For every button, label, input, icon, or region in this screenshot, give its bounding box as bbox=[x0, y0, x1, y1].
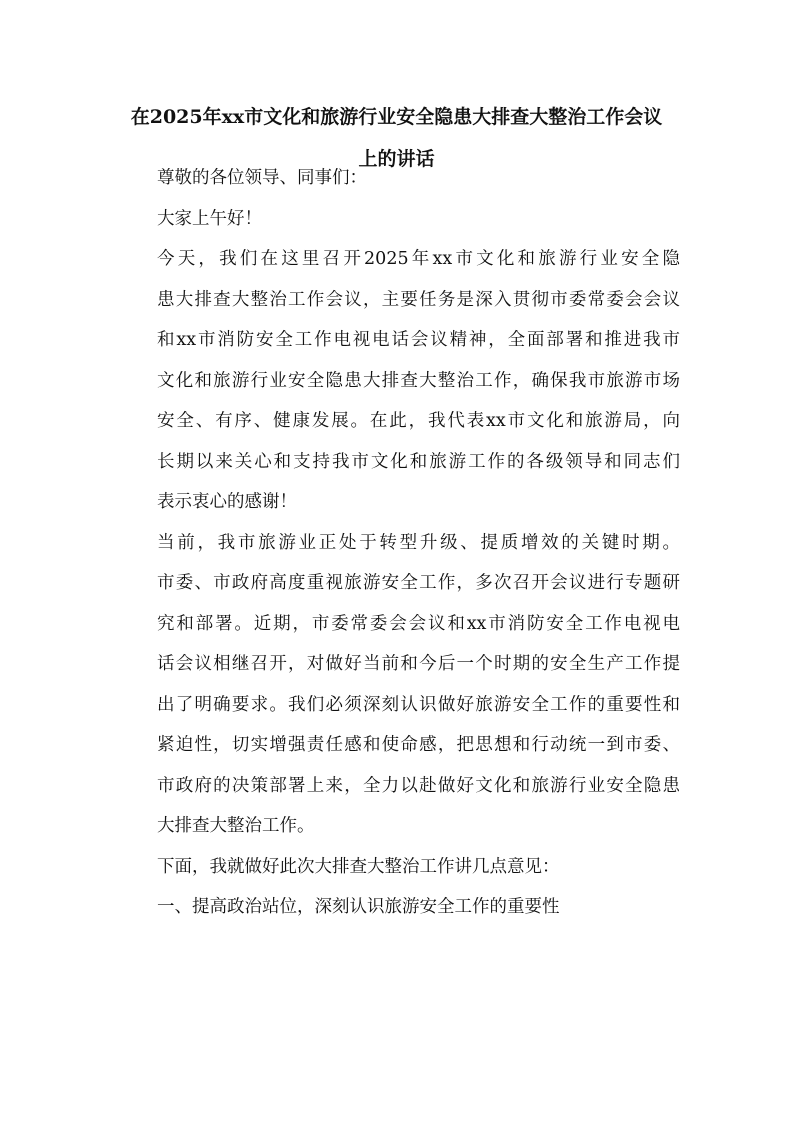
paragraph-line: 文化和旅游行业安全隐患大排查大整治工作，确保我市旅游市场 bbox=[157, 370, 680, 391]
paragraph-line: 紧迫性，切实增强责任感和使命感，把思想和行动统一到市委、 bbox=[157, 735, 680, 755]
document-body bbox=[122, 158, 680, 928]
paragraph-line: 患大排查大整治工作会议，主要任务是深入贯彻市委常委会会议 bbox=[157, 289, 680, 310]
paragraph-line: 今天，我们在这里召开2025年xx市文化和旅游行业安全隐 bbox=[157, 249, 680, 269]
document-title-line-2: 上的讲话 bbox=[358, 148, 435, 170]
paragraph-line: 和xx市消防安全工作电视电话会议精神，全面部署和推进我市 bbox=[157, 330, 680, 350]
paragraph-line: 市政府的决策部署上来，全力以赴做好文化和旅游行业安全隐患 bbox=[157, 775, 680, 796]
paragraph-context bbox=[122, 523, 680, 847]
paragraph-line: 大排查大整治工作。 bbox=[157, 816, 315, 836]
document-title-line-1: 在2025年xx市文化和旅游行业安全隐患大排查大整治工作会议 bbox=[130, 106, 663, 128]
paragraph-line: 究和部署。近期，市委常委会会议和xx市消防安全工作电视电 bbox=[157, 613, 680, 634]
paragraph-line: 安全、有序、健康发展。在此，我代表xx市文化和旅游局，向 bbox=[157, 411, 680, 431]
paragraph-transition: 下面，我就做好此次大排查大整治工作讲几点意见： bbox=[157, 856, 560, 877]
paragraph-line: 出了明确要求。我们必须深刻认识做好旅游安全工作的重要性和 bbox=[157, 694, 680, 715]
paragraph-line: 长期以来关心和支持我市文化和旅游工作的各级领导和同志们 bbox=[157, 451, 680, 472]
paragraph-intro bbox=[122, 239, 680, 523]
greeting: 大家上午好！ bbox=[157, 208, 262, 229]
paragraph-line: 表示衷心的感谢！ bbox=[157, 492, 297, 512]
salutation: 尊敬的各位领导、同事们： bbox=[157, 168, 367, 188]
paragraph-line: 话会议相继召开，对做好当前和今后一个时期的安全生产工作提 bbox=[157, 654, 680, 674]
paragraph-line: 市委、市政府高度重视旅游安全工作，多次召开会议进行专题研 bbox=[157, 573, 680, 593]
paragraph-line: 当前，我市旅游业正处于转型升级、提质增效的关键时期。 bbox=[157, 532, 680, 553]
section-heading-1: 一、提高政治站位，深刻认识旅游安全工作的重要性 bbox=[157, 897, 560, 917]
